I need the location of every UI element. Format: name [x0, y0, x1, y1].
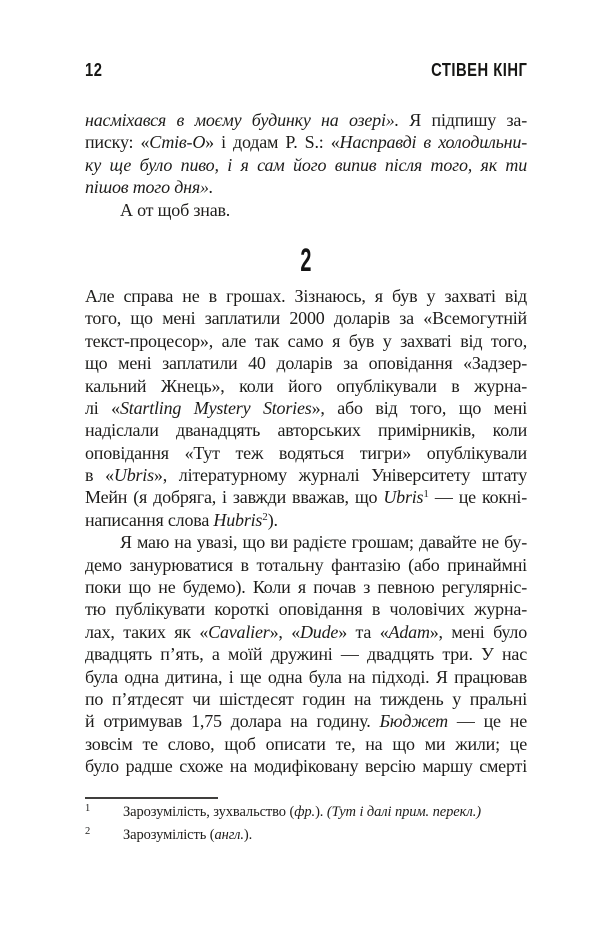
text-segment: ку ще було пиво, і я сам його випив після того, як ти: [85, 154, 527, 175]
text-segment: писку: «: [85, 132, 150, 153]
section-heading: [85, 235, 527, 285]
text-line: [85, 352, 527, 374]
text-segment: Dude: [300, 621, 339, 642]
text-segment: було радше схоже на модифіковану версію маршу смерті: [85, 756, 527, 777]
text-segment: », «: [269, 621, 300, 642]
text-segment: пішов того дня».: [85, 177, 214, 198]
text-segment: насміхався в моєму будинку на озері».: [85, 110, 399, 130]
text-segment: лах, таких як «: [85, 621, 209, 642]
footnote-item: [85, 824, 527, 847]
text-segment: надіслали дванадцять авторських примірників, коли: [85, 420, 527, 441]
text-line: [85, 375, 527, 397]
text-line: [85, 131, 527, 153]
text-segment: » і додам P. S.: «: [205, 132, 340, 153]
text-segment: зовсім те слово, щоб описати те, на що ми жили; це: [85, 733, 527, 754]
text-segment: лі «: [85, 397, 120, 418]
text-line: [85, 509, 527, 531]
text-segment: Adam: [388, 621, 430, 642]
text-segment: й отримував 1,75 долара на годину.: [85, 711, 380, 732]
text-segment: — це кокні-: [428, 487, 527, 508]
text-line: [85, 419, 527, 441]
text-segment: тю публікувати короткі оповідання в чоловічих журна-: [85, 599, 527, 620]
text-line: [85, 464, 527, 486]
text-segment: Startling Mystery Stories: [119, 397, 312, 418]
footnote-reference: 1: [423, 488, 429, 501]
running-header-title: СТІВЕН КІНГ: [430, 60, 527, 80]
paragraph: [85, 285, 527, 531]
text-line: [85, 285, 527, 307]
text-segment: Ubris: [113, 465, 154, 486]
section-number: 2: [300, 241, 312, 278]
text-segment: була одна дитина, і ще одна була на підході. Я працював: [85, 666, 527, 687]
text-segment: текст-процесор», але так само я був у захваті від того,: [85, 330, 527, 351]
text-segment: Насправді в холодильни-: [339, 132, 527, 153]
text-line: [85, 554, 527, 576]
text-segment: Стів-О: [149, 132, 206, 153]
text-segment: Ubris: [383, 487, 424, 508]
text-line: [85, 397, 527, 419]
text-line: [85, 154, 527, 176]
paragraph: [85, 199, 527, 221]
text-line: [85, 666, 527, 688]
text-segment: в «: [85, 465, 114, 486]
footnote-marker: 1: [85, 803, 91, 814]
text-line: [85, 176, 527, 198]
text-segment: Я маю на увазі, що ви радієте грошам; давайте не бу-: [120, 532, 527, 553]
text-segment: », або від того, що мені: [311, 397, 527, 418]
text-segment: ).: [267, 509, 278, 530]
text-segment: Hubris: [213, 509, 263, 530]
text-segment: А от щоб знав.: [120, 199, 231, 220]
footnote-text: [123, 824, 527, 847]
text-segment: Але справа не в грошах. Зізнаюсь, я був у захваті від: [85, 285, 527, 306]
text-line: [85, 531, 527, 553]
text-line: [85, 598, 527, 620]
text-line: [85, 710, 527, 732]
body-text: [85, 109, 527, 778]
text-segment: », літературному журналі Університету штату: [153, 465, 527, 486]
text-segment: ).: [243, 826, 253, 843]
text-segment: поки що не будемо). Коли я почав з певною регулярніс-: [85, 577, 527, 598]
text-line: [85, 576, 527, 598]
text-line: [85, 199, 527, 221]
text-segment: » та «: [338, 621, 389, 642]
text-segment: англ.: [214, 826, 244, 843]
text-segment: (Тут і далі прим. перекл.): [326, 804, 482, 820]
text-segment: Я підпишу за-: [398, 110, 527, 130]
text-segment: по п’ятдесят чи шістдесят годин на тиждень у пральні: [85, 688, 527, 709]
text-segment: що мені заплатили 40 доларів за оповідання «Задзер-: [85, 353, 527, 374]
text-segment: Мейн (я добряга, і завжди вважав, що: [85, 487, 384, 508]
text-line: [85, 688, 527, 710]
page-header: [85, 62, 527, 80]
text-segment: того, що мені заплатили 2000 доларів за «Всемогутній: [85, 308, 527, 329]
text-segment: оповідання «Тут теж водяться тигри» опублікували: [85, 442, 527, 463]
footnote-separator-rule: [85, 797, 218, 799]
text-line: [85, 307, 527, 329]
text-line: [85, 442, 527, 464]
text-line: [85, 755, 527, 777]
footnotes-block: [85, 797, 527, 846]
text-segment: Cavalier: [208, 621, 270, 642]
text-segment: двадцять п’ять, а моїй дружині — двадцять три. У нас: [85, 644, 527, 665]
text-segment: кальний Жнець», коли його опублікували в журна-: [85, 375, 527, 396]
text-segment: », мені було: [429, 621, 527, 642]
text-line: [85, 109, 527, 131]
footnote-text: [123, 801, 527, 824]
text-line: [85, 733, 527, 755]
paragraph: [85, 531, 527, 777]
text-segment: демо занурюватися в тотальну фантазію (або принаймні: [85, 554, 527, 575]
page-number: 12: [85, 60, 103, 80]
footnote-reference: 2: [262, 510, 268, 523]
footnote-item: [85, 801, 527, 824]
text-segment: фр.: [294, 804, 316, 820]
text-segment: Бюджет: [379, 711, 448, 732]
text-line: [85, 486, 527, 508]
paragraph: [85, 109, 527, 199]
text-segment: написання слова: [85, 509, 214, 530]
text-segment: ).: [315, 804, 327, 820]
text-line: [85, 643, 527, 665]
text-segment: — це не: [447, 711, 527, 732]
text-line: [85, 330, 527, 352]
text-line: [85, 621, 527, 643]
footnote-marker: 2: [85, 825, 91, 837]
text-segment: Зарозумілість (: [123, 826, 215, 843]
text-segment: Зарозумілість, зухвальство (: [123, 804, 295, 820]
